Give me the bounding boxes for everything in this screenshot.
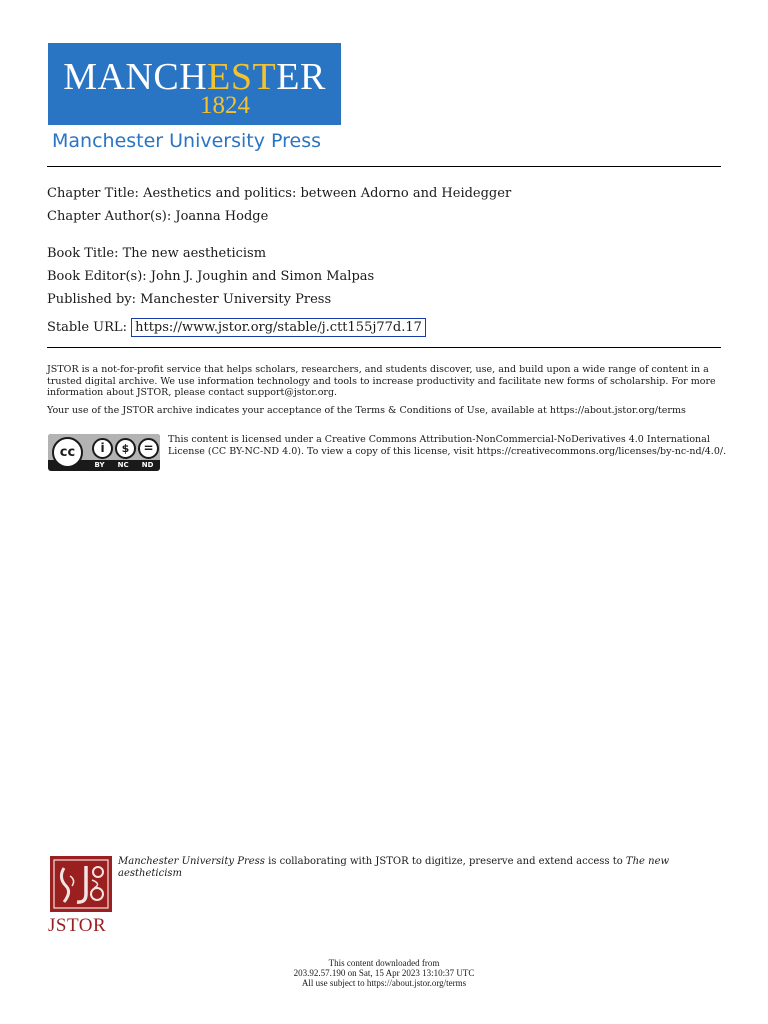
logo-year: 1824 <box>200 92 250 119</box>
logo-word-part: MANCH <box>63 56 208 98</box>
chapter-author-label: Chapter Author(s): <box>47 209 172 224</box>
logo-word-accent: EST <box>207 56 277 98</box>
book-editor-label: Book Editor(s): <box>47 269 147 284</box>
stable-url-label: Stable URL: <box>47 320 127 335</box>
jstor-emblem-icon <box>50 856 112 912</box>
book-editor-line <box>47 269 374 285</box>
jstor-wordmark: JSTOR <box>48 915 107 936</box>
collab-middle: is collaborating with JSTOR to digitize, preserve and extend access to <box>264 856 626 867</box>
jstor-terms-text: Your use of the JSTOR archive indicates your acceptance of the Terms & Conditions of Use, available at https://about.jstor.org/terms <box>47 405 686 416</box>
chapter-title-line <box>47 186 511 202</box>
cc-label-nd: ND <box>141 461 154 469</box>
footer-line-3: All use subject to https://about.jstor.org/terms <box>301 978 467 988</box>
stable-url-line <box>47 320 426 336</box>
divider <box>47 166 721 167</box>
noderivatives-icon: = <box>138 438 159 459</box>
manchester-logo <box>48 43 341 125</box>
cc-label-by: BY <box>94 461 105 469</box>
footer-line-2: 203.92.57.190 on Sat, 15 Apr 2023 13:10:37 UTC <box>293 968 475 978</box>
download-footer <box>200 958 568 988</box>
book-title-label: Book Title: <box>47 246 119 261</box>
stable-url-link[interactable]: https://www.jstor.org/stable/j.ctt155j77d.17 <box>131 318 426 337</box>
logo-word-part: ER <box>276 56 326 98</box>
collaboration-text <box>118 856 718 880</box>
collab-book: The new aestheticism <box>118 856 670 879</box>
divider <box>47 347 721 348</box>
book-title: The new aestheticism <box>122 246 267 261</box>
chapter-title: Aesthetics and politics: between Adorno and Heidegger <box>143 186 512 201</box>
publisher-label: Published by: <box>47 292 136 307</box>
chapter-title-label: Chapter Title: <box>47 186 139 201</box>
publisher-line <box>47 292 331 308</box>
chapter-author: Joanna Hodge <box>175 209 269 224</box>
cc-label-nc: NC <box>117 461 129 469</box>
cc-labels <box>88 460 160 471</box>
book-editor: John J. Joughin and Simon Malpas <box>150 269 375 284</box>
book-title-line <box>47 246 266 262</box>
collab-publisher: Manchester University Press <box>118 856 265 867</box>
jstor-about-text: JSTOR is a not-for-profit service that helps scholars, researchers, and students discover, use, and build upon a wide range of content in a trusted digital archive. We use information technology and tools to increase productivity and facilitate new forms of scholarship. For more information about JSTOR, please contact support@jstor.org. <box>47 364 716 398</box>
footer-line-1: This content downloaded from <box>328 958 440 968</box>
cc-license-badge[interactable] <box>48 434 160 471</box>
cc-icon: cc <box>52 437 83 468</box>
noncommercial-icon: $ <box>115 438 136 459</box>
attribution-icon: i <box>92 438 113 459</box>
license-text: This content is licensed under a Creative Commons Attribution-NonCommercial-NoDerivatives 4.0 International License (CC BY-NC-ND 4.0). To view a copy of this license, visit https://creativecommons.org/licenses/by-nc-nd/4.0/. <box>168 434 727 457</box>
press-name: Manchester University Press <box>52 130 322 152</box>
chapter-author-line <box>47 209 268 225</box>
publisher: Manchester University Press <box>140 292 332 307</box>
